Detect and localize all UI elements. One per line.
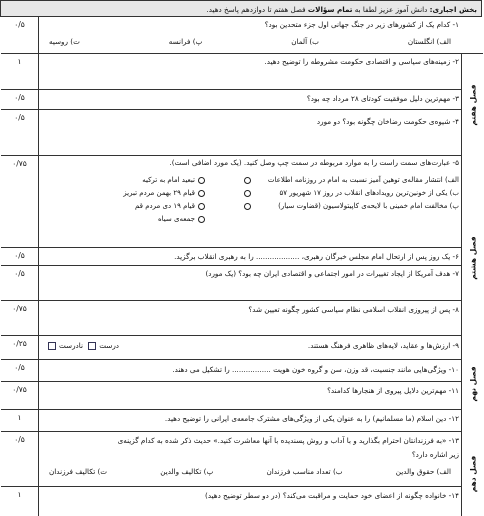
- option-b[interactable]: ب) آلمان: [291, 37, 319, 46]
- option-d[interactable]: ت) روسیه: [49, 37, 80, 46]
- question-12-text: ۱۲- دین اسلام (ما مسلمانیم) را به عنوان یکی از ویژگی‌های مشترک جامعه‌ی ایرانی را توضیح دهید.: [164, 414, 459, 423]
- match-item-c: پ) مخالفت امام خمینی با لایحه‌ی کاپیتولاسیون (قضاوت سیار): [278, 202, 459, 210]
- question-row-8: [1, 301, 483, 336]
- question-13-line-2: زیر اشاره دارد؟: [411, 450, 459, 459]
- match-target-1[interactable]: تبعید امام به ترکیه: [45, 174, 205, 187]
- section-label-chapter-10: [461, 432, 483, 516]
- question-row-10: [1, 360, 483, 382]
- match-target-3[interactable]: قیام ۱۹ دی مردم قم: [45, 200, 205, 213]
- score-cell: ۰/۵: [1, 432, 39, 486]
- match-dot-icon[interactable]: [244, 177, 251, 184]
- question-row-11: [1, 382, 483, 410]
- matching-left-column: [45, 174, 205, 226]
- question-2-text: ۲- زمینه‌های سیاسی و اقتصادی حکومت مشروطه را توضیح دهید.: [264, 57, 459, 66]
- score-cell: ۱: [1, 54, 39, 89]
- question-row-9: [1, 336, 483, 360]
- match-target-2[interactable]: قیام ۲۹ بهمن مردم تبریز: [45, 187, 205, 200]
- score-cell: ۰/۵: [1, 360, 39, 381]
- section-label-chapter-7: [461, 54, 483, 156]
- question-5: [41, 158, 459, 168]
- question-9-text: ۹- ارزش‌ها و عقاید، لایه‌های ظاهری فرهنگ هستند.: [307, 341, 459, 350]
- question-1-options: [41, 37, 459, 47]
- exam-header: [0, 0, 482, 17]
- true-false-choices: [45, 341, 119, 351]
- matching-right-column: [244, 174, 459, 213]
- question-8-text: ۸- پس از پیروزی انقلاب اسلامی نظام سیاسی کشور چگونه تعیین شد؟: [248, 305, 459, 314]
- question-1: [41, 20, 459, 47]
- match-target-4[interactable]: جمعه‌ی سیاه: [45, 213, 205, 226]
- section-label-chapter-9: [461, 336, 483, 432]
- option-a[interactable]: الف) حقوق والدین: [395, 467, 451, 476]
- question-11: [41, 386, 459, 396]
- question-row-4: [1, 110, 483, 156]
- match-dot-icon[interactable]: [198, 203, 205, 210]
- question-2: [41, 57, 459, 67]
- header-text: دانش آموز عزیز لطفا به: [352, 5, 430, 14]
- question-3-text: ۳- مهم‌ترین دلیل موفقیت کودتای ۲۸ مرداد چه بود؟: [306, 94, 459, 103]
- question-row-3: [1, 90, 483, 110]
- question-10: [41, 365, 459, 375]
- question-13: [41, 436, 459, 477]
- matching-right-dots: [241, 174, 251, 213]
- question-4-text: ۴- شیوه‌ی حکومت رضاخان چگونه بود؟ دو مورد: [316, 117, 459, 126]
- match-item-b: ب) یکی از خونین‌ترین رویدادهای انقلاب در روز ۱۷ شهریور ۵۷: [279, 189, 459, 197]
- match-dot-icon[interactable]: [244, 203, 251, 210]
- question-6: [41, 252, 459, 262]
- score-cell: ۱: [1, 410, 39, 431]
- option-b[interactable]: ب) تعداد مناسب فرزندان: [266, 467, 343, 476]
- match-dot-icon[interactable]: [244, 190, 251, 197]
- question-4: [41, 117, 459, 127]
- score-cell: ۰/۵: [1, 266, 39, 300]
- score-cell: ۰/۲۵: [1, 336, 39, 359]
- question-13-options: [41, 467, 459, 477]
- header-text-2: فصل هفتم تا دوازدهم پاسخ دهید.: [206, 5, 308, 14]
- score-cell: ۱: [1, 487, 39, 516]
- question-12: [41, 414, 459, 424]
- option-c[interactable]: پ) فرانسه: [168, 37, 203, 46]
- question-8: [41, 305, 459, 315]
- question-row-14: [1, 487, 483, 516]
- header-bold-2: تمام سؤالات: [307, 5, 353, 14]
- question-14-text: ۱۴- خانواده چگونه از اعضای خود حمایت و مراقبت می‌کند؟ (در دو سطر توضیح دهید): [205, 491, 459, 500]
- false-label: نادرست: [59, 341, 83, 350]
- match-dot-icon[interactable]: [198, 216, 205, 223]
- question-3: [41, 94, 459, 104]
- option-d[interactable]: ت) تکالیف فرزندان: [49, 467, 108, 476]
- question-1-text: ۱- کدام یک از کشورهای زیر در جنگ جهانی اول جزء متحدین بود؟: [264, 20, 459, 29]
- question-13-line-1: ۱۳- «به فرزندانتان احترام بگذارید و با آداب و روش پسندیده با آنها معاشرت کنید.» حدیث ذکر شده به کدام گزینه‌ی: [117, 436, 459, 445]
- match-item-a: الف) انتشار مقاله‌ی توهین آمیز نسبت به امام در روزنامه اطلاعات: [267, 176, 459, 184]
- match-dot-icon[interactable]: [198, 190, 205, 197]
- score-cell: ۰/۵: [1, 248, 39, 265]
- score-cell: ۰/۵: [1, 17, 39, 53]
- question-11-text: ۱۱- مهم‌ترین دلایل پیروی از هنجارها کدامند؟: [327, 386, 459, 395]
- score-cell: ۰/۷۵: [1, 156, 39, 247]
- true-checkbox[interactable]: [88, 342, 96, 350]
- match-dot-icon[interactable]: [198, 177, 205, 184]
- section-label-chapter-8: [461, 156, 483, 360]
- score-cell: ۰/۵: [1, 90, 39, 109]
- score-cell: ۰/۵: [1, 110, 39, 155]
- question-row-1: [1, 17, 483, 54]
- section-10-text: فصل دهم: [468, 455, 477, 493]
- question-7: [41, 269, 459, 279]
- question-row-12: [1, 410, 483, 432]
- section-9-text: فصل نهم: [468, 366, 477, 402]
- header-bold: بخش اجباری:: [429, 5, 477, 14]
- false-checkbox[interactable]: [48, 342, 56, 350]
- question-row-5: [1, 156, 483, 248]
- question-row-7: [1, 266, 483, 301]
- question-row-6: [1, 248, 483, 266]
- question-row-2: [1, 54, 483, 90]
- question-row-13: [1, 432, 483, 487]
- section-7-text: فصل هفتم: [468, 84, 477, 126]
- score-cell: ۰/۷۵: [1, 382, 39, 409]
- option-a[interactable]: الف) انگلستان: [407, 37, 451, 46]
- section-8-text: فصل هشتم: [468, 236, 477, 280]
- option-c[interactable]: پ) تکالیف والدین: [160, 467, 214, 476]
- question-7-text: ۷- هدف آمریکا از ایجاد تغییرات در امور اجتماعی و اقتصادی ایران چه بود؟ (یک مورد): [205, 269, 459, 278]
- question-6-text: ۶- یک روز پس از ارتحال امام مجلس خبرگان رهبری، ................... را به رهبری انقلاب برگزید.: [174, 252, 459, 261]
- true-label: درست: [99, 341, 120, 350]
- question-5-text: ۵- عبارت‌های سمت راست را به موارد مربوطه در سمت چپ وصل کنید. (یک مورد اضافی است).: [169, 158, 459, 167]
- question-10-text: ۱۰- ویژگی‌هایی مانند جنسیت، قد وزن، سن و گروه خون هویت ................. را تشکیل می دهند.: [172, 365, 459, 374]
- score-cell: ۰/۷۵: [1, 301, 39, 335]
- question-14: [41, 491, 459, 501]
